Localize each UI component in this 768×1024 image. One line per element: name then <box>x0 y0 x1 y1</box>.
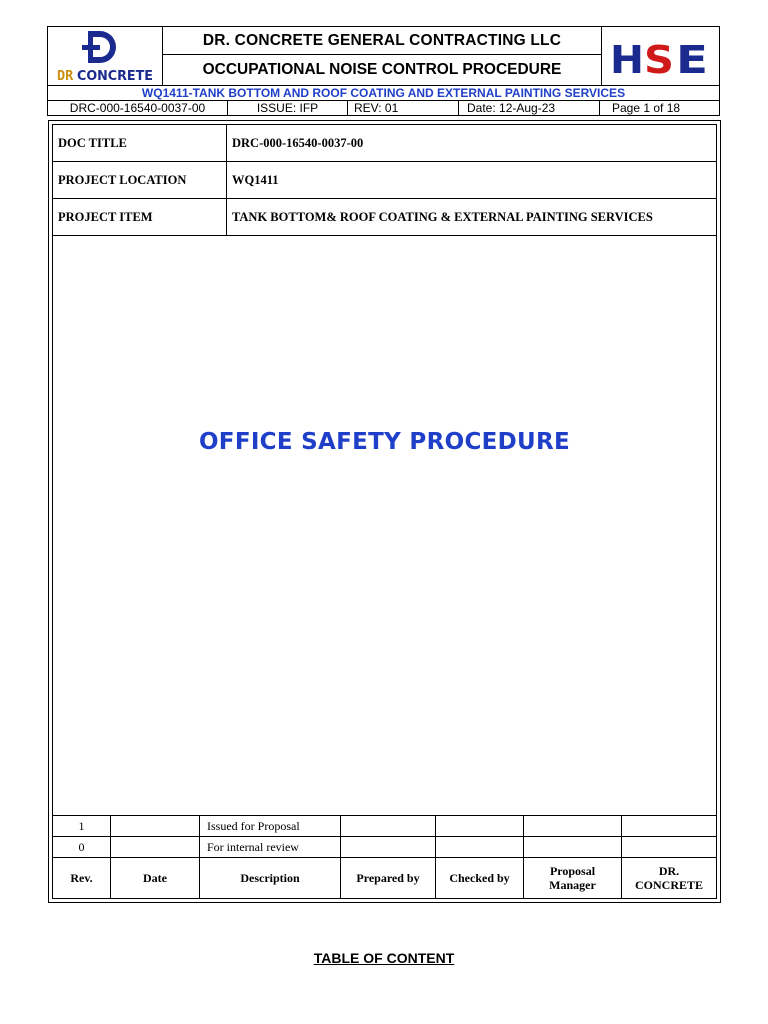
empty-cell <box>622 816 717 837</box>
svg-text:DR: DR <box>57 68 74 84</box>
header-date: Date <box>111 858 200 899</box>
empty-cell <box>524 837 622 858</box>
description-cell: Issued for Proposal <box>200 816 341 837</box>
empty-cell <box>436 816 524 837</box>
revision-header-row <box>53 858 716 899</box>
table-row <box>53 125 716 162</box>
document-meta-row <box>48 101 719 115</box>
table-row <box>53 199 716 236</box>
description-cell: For internal review <box>200 837 341 858</box>
header-proposal-manager <box>524 858 622 899</box>
company-name: DR. CONCRETE GENERAL CONTRACTING LLC <box>163 27 601 55</box>
revision-table <box>53 815 716 898</box>
header-prepared-by: Prepared by <box>341 858 436 899</box>
empty-cell <box>341 837 436 858</box>
project-line: WQ1411-TANK BOTTOM AND ROOF COATING AND EXTERNAL PAINTING SERVICES <box>48 86 719 101</box>
svg-text:S: S <box>644 38 674 82</box>
rev-cell: 1 <box>53 816 111 837</box>
empty-cell <box>622 837 717 858</box>
header-checked-by: Checked by <box>436 858 524 899</box>
revision-number: REV: 01 <box>348 101 459 115</box>
dr-concrete-logo <box>48 27 163 85</box>
info-key: PROJECT ITEM <box>53 199 227 236</box>
issue-status: ISSUE: IFP <box>228 101 348 115</box>
cover-frame <box>48 120 721 903</box>
svg-text:CONCRETE: CONCRETE <box>77 68 153 84</box>
table-row <box>53 816 716 837</box>
table-row <box>53 162 716 199</box>
document-header <box>47 26 720 116</box>
date-cell <box>111 837 200 858</box>
info-key: PROJECT LOCATION <box>53 162 227 199</box>
empty-cell <box>341 816 436 837</box>
header-rev: Rev. <box>53 858 111 899</box>
date-cell <box>111 816 200 837</box>
info-key: DOC TITLE <box>53 125 227 162</box>
hse-logo <box>601 27 719 85</box>
main-title: OFFICE SAFETY PROCEDURE <box>198 429 571 455</box>
toc-heading: TABLE OF CONTENT <box>313 950 455 966</box>
procedure-title: OCCUPATIONAL NOISE CONTROL PROCEDURE <box>202 61 562 78</box>
info-value: TANK BOTTOM& ROOF COATING & EXTERNAL PAINTING SERVICES <box>227 199 717 236</box>
empty-cell <box>436 837 524 858</box>
table-row <box>53 837 716 858</box>
rev-cell: 0 <box>53 837 111 858</box>
header-dr-concrete <box>622 858 717 899</box>
info-value: DRC-000-16540-0037-00 <box>227 125 717 162</box>
issue-date: Date: 12-Aug-23 <box>459 101 600 115</box>
info-value: WQ1411 <box>227 162 717 199</box>
header-dr-concrete-text: DR. CONCRETE <box>634 864 703 892</box>
empty-cell <box>524 816 622 837</box>
page-number: Page 1 of 18 <box>612 101 681 115</box>
document-info-table <box>53 125 716 236</box>
header-proposal-manager-text: Proposal Manager <box>549 864 596 892</box>
doc-number: DRC-000-16540-0037-00 <box>48 101 228 115</box>
svg-text:H: H <box>610 38 644 82</box>
svg-text:E: E <box>676 38 708 82</box>
header-description: Description <box>200 858 341 899</box>
